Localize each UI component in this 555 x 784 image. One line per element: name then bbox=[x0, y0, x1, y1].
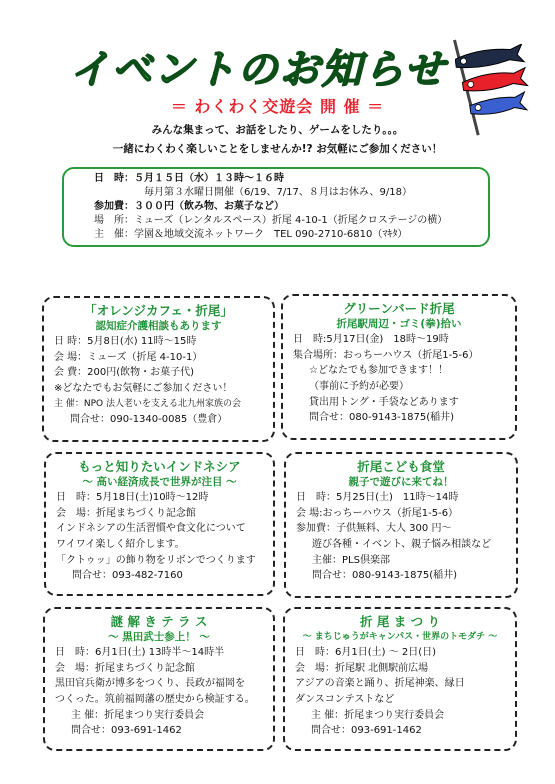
event-line: 会 費：200円(飲物・お菓子代) bbox=[54, 367, 195, 379]
event-line: インドネシアの生活習慣や食文化について bbox=[56, 523, 246, 535]
event-subtitle: ～ 高い経済成長で世界が注目 ～ bbox=[82, 475, 237, 488]
event-card-indonesia bbox=[44, 452, 275, 596]
intro-line-1: みんな集まって、お話をしたり、ゲームをしたり。。。 bbox=[151, 124, 404, 136]
event-title: 折尾こども食堂 bbox=[357, 459, 445, 474]
event-line: 集合場所：おっちーハウス（折尾1-5-6） bbox=[293, 349, 479, 361]
event-line: ワイワイ楽しく紹介します。 bbox=[56, 538, 185, 550]
event-line: つくった。筑前福岡藩の歴史から検証する。 bbox=[55, 693, 255, 705]
event-subtitle: 認知症介護相談もあります bbox=[95, 319, 222, 332]
event-line: 参加費：子供無料、大人 300 円～ bbox=[296, 523, 452, 535]
event-line: 日 時：5月8日(水) 11時～15時 bbox=[54, 336, 197, 348]
event-line: 問合せ：080-9143-1875(稲井) bbox=[309, 412, 455, 424]
event-line: 会 場：折尾まちづくり記念館 bbox=[56, 507, 196, 519]
event-line: 主 催：折尾まつり実行委員会 bbox=[311, 709, 445, 721]
event-subtitle: ～ 黒田武士参上！ ～ bbox=[108, 630, 210, 643]
event-line: 問合せ：093-482-7160 bbox=[72, 570, 183, 582]
event-card-nazotoki bbox=[43, 607, 275, 751]
event-line: 日 時：6月1日(土) 13時半～14時半 bbox=[55, 647, 225, 659]
event-line: 問合せ：080-9143-1875(稲井) bbox=[312, 570, 458, 582]
info-place: 場 所：ミューズ（レンタルスペース）折尾 4-10-1（折尾クロステージの横） bbox=[94, 215, 448, 226]
event-card-green-bird bbox=[281, 294, 517, 440]
event-line: 貸出用トング・手袋などあります bbox=[309, 396, 459, 408]
info-schedule: 毎月第３水曜日開催（6/19、7/17、８月はお休み、9/18） bbox=[144, 187, 412, 198]
event-line: 日 時:5月17日(金) 18時～19時 bbox=[293, 334, 449, 346]
event-line: 主 催：NPO 法人老いを支える北九州家族の会 bbox=[54, 398, 241, 409]
event-line: ※どなたでもお気軽にご参加ください！ bbox=[54, 382, 233, 394]
intro-line-2: 一緒にわくわく楽しいことをしませんか!? お気軽にご参加ください！ bbox=[112, 143, 443, 155]
event-line: 日 時：6月1日(土) ～ 2日(日) bbox=[295, 647, 437, 659]
event-card-orio-matsuri bbox=[283, 607, 517, 751]
info-date: 日 時：５月１５日（水）１３時～１６時 bbox=[94, 173, 284, 184]
info-contact: 主 催：学園＆地域交流ネットワーク TEL 090-2710-6810（ﾏｷﾀ） bbox=[94, 229, 408, 240]
event-subtitle: ＝ わくわく交遊会 開 催 ＝ bbox=[170, 97, 385, 116]
event-line: （事前に予約が必要） bbox=[309, 380, 409, 392]
event-line: 会 場：折尾駅 北側駅前広場 bbox=[295, 662, 429, 674]
event-line: 主 催：折尾まつり実行委員会 bbox=[71, 709, 205, 721]
event-title: 折 尾 ま つ り bbox=[360, 614, 440, 629]
event-title: もっと知りたいインドネシア bbox=[78, 459, 241, 474]
event-line: 問合せ：090-1340-0085（豊倉） bbox=[70, 414, 228, 426]
event-line: 「クトゥッ」の飾り物をリボンでつくります bbox=[56, 554, 256, 566]
event-subtitle: 折尾駅周辺・ゴミ(拳)拾い bbox=[336, 317, 462, 330]
event-subtitle: ～ まちじゅうがキャンパス・世界のトモダチ ～ bbox=[302, 631, 498, 642]
event-line: 会 場：折尾まちづくり記念館 bbox=[55, 662, 195, 674]
main-event-info-box bbox=[62, 167, 490, 247]
event-line: 会 場:おっちーハウス（折尾1-5-6） bbox=[296, 507, 459, 519]
event-line: 日 時：5月25日(土) 11時～14時 bbox=[296, 492, 459, 504]
event-line: 会 場：ミューズ（折尾 4-10-1） bbox=[54, 351, 203, 363]
event-title: グリーンバード折尾 bbox=[343, 301, 455, 316]
event-line: ☆どなたでも参加できます！！ bbox=[309, 365, 448, 377]
event-subtitle: 親子で遊びに来てね！ bbox=[348, 475, 454, 488]
event-card-kodomo-shokudo bbox=[284, 452, 518, 598]
event-title: 「オレンジカフェ・折尾」 bbox=[84, 303, 233, 318]
event-line: 主催：PLS倶楽部 bbox=[312, 554, 390, 566]
event-line: 黒田官兵衛が博多をつくり、長政が福岡を bbox=[55, 678, 245, 690]
page-title: イベントのお知らせ bbox=[69, 47, 447, 93]
event-line: 問合せ：093-691-1462 bbox=[71, 725, 182, 737]
event-card-orange-cafe bbox=[42, 296, 275, 442]
event-line: 遊び各種・イベント、親子悩み相談など bbox=[312, 538, 492, 550]
event-title: 謎 解 き テ ラ ス bbox=[110, 614, 208, 629]
event-line: 問合せ：093-691-1462 bbox=[311, 725, 422, 737]
info-fee: 参加費：３００円（飲み物、お菓子など） bbox=[94, 201, 284, 212]
event-line: ダンスコンテストなど bbox=[295, 693, 395, 705]
event-line: アジアの音楽と踊り、折尾神楽、縁日 bbox=[295, 678, 465, 690]
event-line: 日 時：5月18日(土)10時～12時 bbox=[56, 492, 209, 504]
